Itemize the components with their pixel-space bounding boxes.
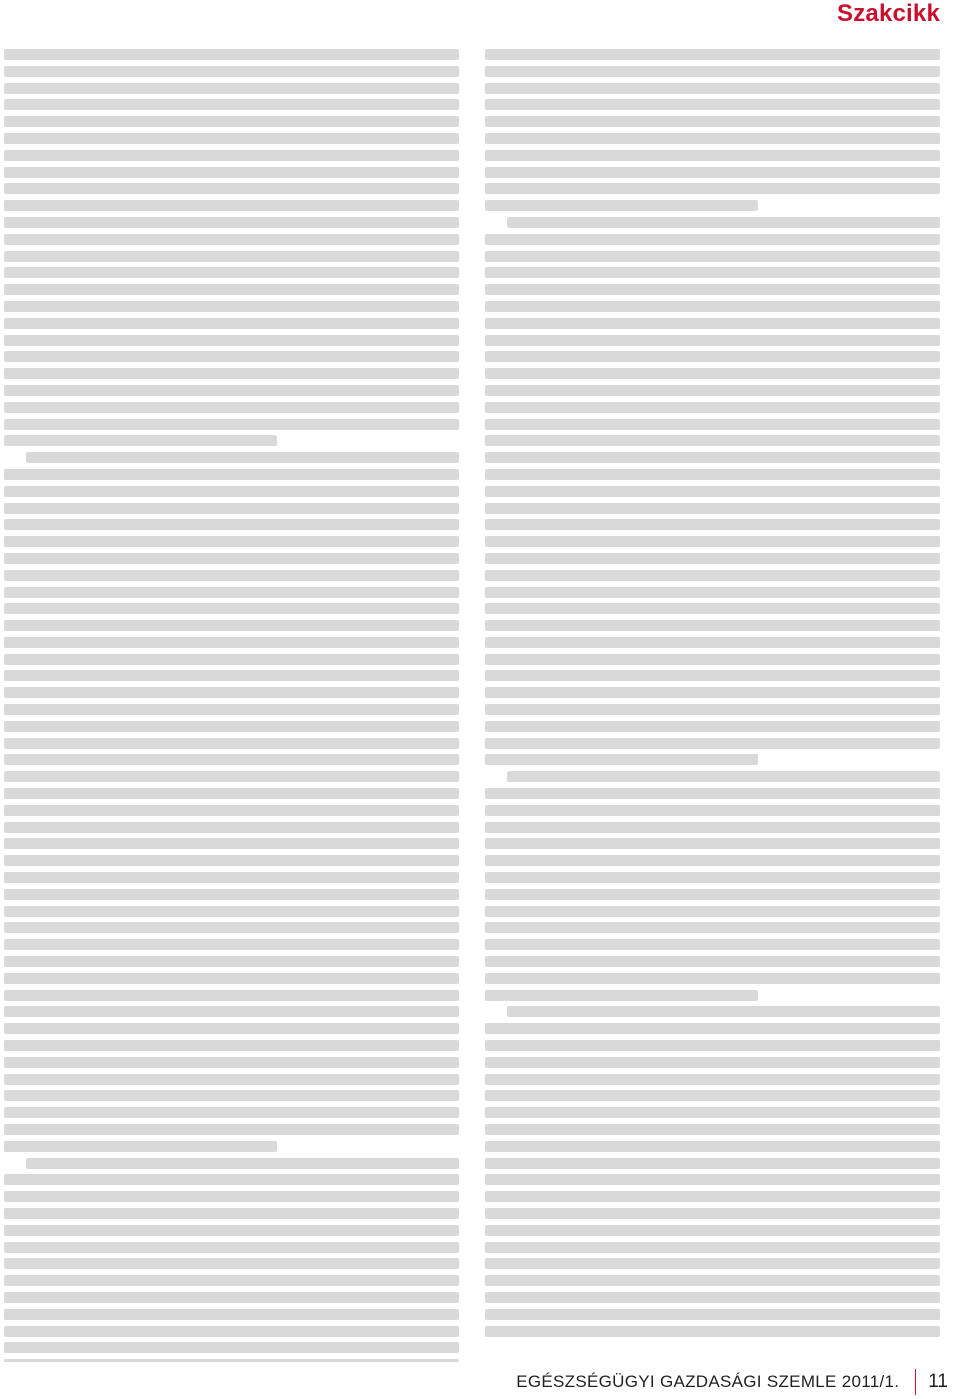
page-footer (516, 1369, 948, 1395)
paragraph (4, 49, 459, 446)
footer-divider (915, 1369, 916, 1395)
paragraph (4, 1158, 459, 1362)
paragraph (4, 452, 459, 1152)
article-column-right (485, 44, 940, 1362)
article-column-left (4, 44, 459, 1362)
section-label: Szakcikk (836, 0, 940, 27)
paragraph (485, 217, 940, 766)
paragraph (485, 771, 940, 1000)
page-number: 11 (928, 1371, 948, 1392)
journal-name: EGÉSZSÉGÜGYI GAZDASÁGI SZEMLE 2011/1. (516, 1372, 900, 1391)
paragraph (485, 49, 940, 211)
paragraph (485, 1006, 940, 1336)
